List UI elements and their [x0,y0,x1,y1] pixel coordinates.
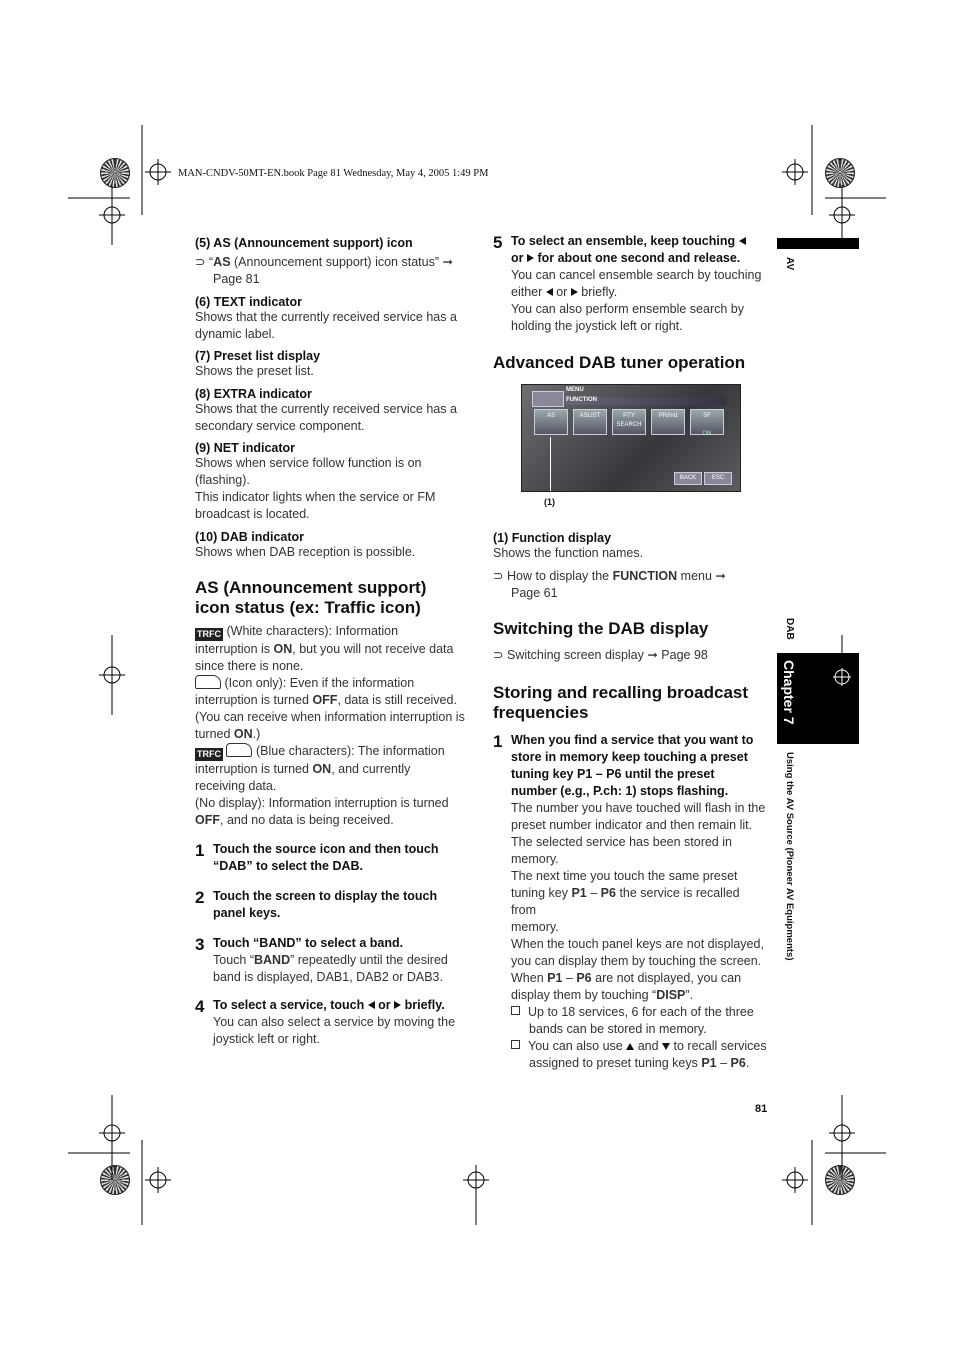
section-body: Shows when DAB reception is possible. [195,545,416,559]
as-key[interactable]: AS [534,409,568,435]
store-step-1: 1 When you find a service that you want to store in memory keep touching a preset tuning key P1 – P6 until the preset number (e.g., P.ch: 1) stops flashing. The number you have touched will flash in the preset number indicator and then remain lit. The selected service has been stored in memory. The next time you touch the same preset tuning key P1 – P6 the service is recalled from memory. When the touch panel keys are not displayed, you can display them by touching the screen. When P1 – P6 are not displayed, you can display them by touching “DISP”. Up to 18 services, 6 for each of the three bands can be stored in memory. You can also use and to recall services assigned to preset tuning keys P1 – P6. [493,732,767,1070]
av-tab-bar [777,238,859,249]
step-5: 5 To select an ensemble, keep touching or for about one second and release. You can cancel ensemble search by touching either or briefly. You can also perform ensemble search by holding the joystick left or right. [493,233,762,333]
source-icon [532,391,564,407]
step-3: 3 Touch “BAND” to select a band. Touch “BAND” repeatedly until the desired band is displayed, DAB1, DAB2 or DAB3. [195,935,448,984]
section-body: Shows that the currently received service has a dynamic label. [195,310,457,341]
cross-reference: ⊃ How to display the FUNCTION menu ➞ Page 61 [493,569,726,600]
dab-side-label: DAB [784,618,795,640]
icon-status-body: TRFC (White characters): Information interruption is ON, but you will not receive data since there is none. (Icon only): Even if the information interruption is turned OFF, data is still received. (You can receive when information interruption is turned ON.) TRFC (Blue characters): The information interruption is turned ON, and currently receiving data. (No display): Information interruption is turned OFF, and no data is being received. [195,624,465,827]
section-body: Shows the function names. [493,546,644,560]
section-heading: Storing and recalling broadcast frequencies [493,683,749,722]
function-keys [532,409,730,439]
aslist-key[interactable]: ASLIST [573,409,607,435]
step-2: 2 Touch the screen to display the touch panel keys. [195,888,438,920]
section-title: (5) AS (Announcement support) icon [195,236,413,250]
using-av-source-label: Using the AV Source (Pioneer AV Equipments) [784,752,795,961]
callout-label: (1) [544,497,555,507]
left-arrow-icon [368,1001,375,1009]
right-column [493,233,768,1072]
page-number: 81 [755,1103,768,1115]
esc-button[interactable]: ESC [704,472,732,485]
cross-reference: ⊃ Switching screen display ➞ Page 98 [493,648,708,662]
section-title: (7) Preset list display [195,349,321,363]
right-arrow-icon [571,288,578,296]
checkbox-bullet-icon [511,1040,520,1049]
left-arrow-icon [739,237,746,245]
section-body: Shows that the currently received service has a secondary service component. [195,402,457,433]
section-heading: Switching the DAB display [493,619,709,638]
traffic-car-icon [226,743,252,757]
function-screen-image [521,384,741,492]
av-side-label: AV [784,257,795,271]
note-list: Up to 18 services, 6 for each of the three bands can be stored in memory. You can also use and to recall services assigned to preset tuning keys P1 – P6. [511,1004,768,1072]
menu-label: MENU [566,387,584,393]
section-title: (1) Function display [493,531,612,545]
trfc-icon: TRFC [197,749,221,759]
section-title: (9) NET indicator [195,441,296,455]
section-title: (10) DAB indicator [195,530,305,544]
cross-reference: ⊃ “AS (Announcement support) icon status” ➞ Page 81 [195,255,453,286]
trfc-icon: TRFC [197,629,221,639]
function-label: FUNCTION [566,397,726,405]
pr-ind-key[interactable]: PR/Ind [651,409,685,435]
book-header-line: MAN-CNDV-50MT-EN.book Page 81 Wednesday, May 4, 2005 1:49 PM [178,168,489,179]
section-title: (6) TEXT indicator [195,295,302,309]
section-title: (8) EXTRA indicator [195,387,312,401]
section-body: Shows when service follow function is on (flashing). This indicator lights when the service or FM broadcast is located. [195,456,436,521]
section-body: Shows the preset list. [195,364,314,378]
section-heading: Advanced DAB tuner operation [493,353,746,372]
left-arrow-icon [546,288,553,296]
right-arrow-icon [527,254,534,262]
left-column [195,236,475,1048]
section-heading: AS (Announcement support) icon status (ex: Traffic icon) [195,578,427,617]
step-4: 4 To select a service, touch or briefly. You can also select a service by moving the joystick left or right. [195,997,456,1046]
back-button[interactable]: BACK [674,472,702,485]
sf-key[interactable]: SF ON [690,409,724,435]
chapter-label: Chapter 7 [781,660,797,725]
traffic-car-icon [195,675,221,689]
chapter-crosshair-icon [833,668,851,686]
down-arrow-icon [662,1043,670,1050]
pty-search-key[interactable]: PTY SEARCH [612,409,646,435]
callout-line [550,437,551,492]
step-1: 1 Touch the source icon and then touch “DAB” to select the DAB. [195,841,439,873]
checkbox-bullet-icon [511,1006,520,1015]
